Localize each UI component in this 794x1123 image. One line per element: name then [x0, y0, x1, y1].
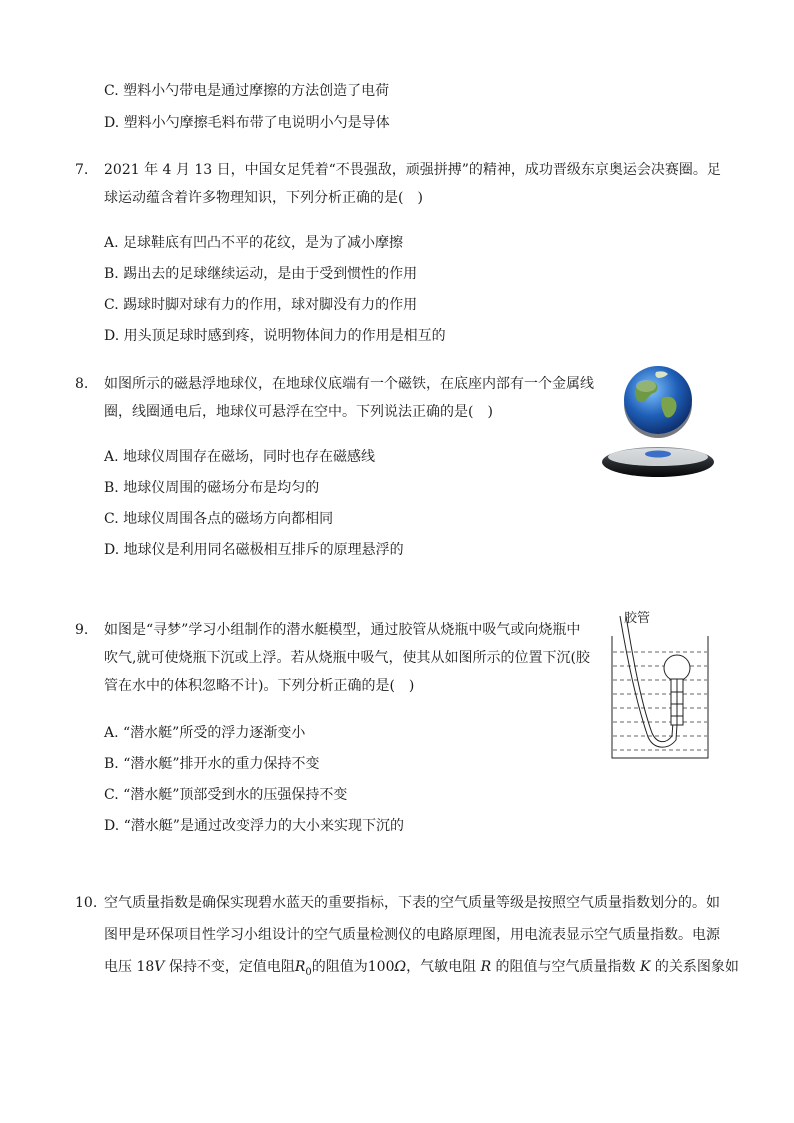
q10-l3-a: 电压 18 — [104, 959, 155, 975]
q10-symbol-r: R — [480, 959, 492, 975]
q9-number: 9. — [75, 622, 89, 638]
maglev-globe-figure — [600, 362, 720, 480]
q10-unit-volt: V — [154, 959, 165, 975]
q7-stem-line2: 球运动蕴含着许多物理知识，下列分析正确的是( ) — [104, 190, 423, 206]
flask — [664, 655, 690, 725]
q6-option-c: C. 塑料小勺带电是通过摩擦的方法创造了电荷 — [104, 83, 390, 99]
q7-stem-line1: 2021 年 4 月 13 日，中国女足凭着“不畏强敌，顽强拼搏”的精神，成功晋级东京奥运会决赛圈。足 — [104, 162, 721, 178]
q8-stem-line1: 如图所示的磁悬浮地球仪，在地球仪底端有一个磁铁，在底座内部有一个金属线 — [104, 376, 594, 392]
water-level-lines — [613, 652, 707, 750]
tube-label: 胶管 — [624, 611, 651, 626]
q8-option-c: C. 地球仪周围各点的磁场方向都相同 — [104, 511, 334, 527]
q9-option-a: A. “潜水艇”所受的浮力逐渐变小 — [104, 725, 306, 741]
water-tank — [612, 636, 708, 758]
q10-l3-e: 的阻值与空气质量指数 — [491, 959, 641, 975]
q7-option-b: B. 踢出去的足球继续运动，是由于受到惯性的作用 — [104, 266, 418, 282]
q8-number: 8. — [75, 376, 89, 392]
q10-symbol-k: K — [640, 959, 651, 975]
q10-l3-d: ，气敏电阻 — [406, 959, 481, 975]
maglev-base — [602, 447, 714, 477]
q8-option-b: B. 地球仪周围的磁场分布是均匀的 — [104, 480, 320, 496]
q10-l3-f: 的关系图象如 — [650, 959, 739, 975]
q8-option-a: A. 地球仪周围存在磁场，同时也存在磁感线 — [104, 449, 376, 465]
q9-option-b: B. “潜水艇”排开水的重力保持不变 — [104, 756, 320, 772]
q10-l3-c: 的阻值为100 — [311, 959, 395, 975]
q10-unit-ohm: Ω — [394, 959, 407, 975]
q9-stem-line2: 吹气,就可使烧瓶下沉或上浮。若从烧瓶中吸气，使其从如图所示的位置下沉(胶 — [104, 650, 590, 666]
q10-number: 10. — [75, 895, 98, 911]
q10-stem-line2: 图甲是环保项目性学习小组设计的空气质量检测仪的电路原理图，用电流表显示空气质量指数。电源 — [104, 927, 720, 943]
submarine-model-figure — [606, 612, 712, 762]
q8-stem-line2: 圈，线圈通电后，地球仪可悬浮在空中。下列说法正确的是( ) — [104, 404, 493, 420]
q8-option-d: D. 地球仪是利用同名磁极相互排斥的原理悬浮的 — [104, 542, 404, 558]
q7-option-c: C. 踢球时脚对球有力的作用，球对脚没有力的作用 — [104, 297, 418, 313]
globe-sphere — [624, 366, 692, 434]
q10-stem-line1: 空气质量指数是确保实现碧水蓝天的重要指标，下表的空气质量等级是按照空气质量指数划分的。如 — [104, 895, 720, 911]
q10-symbol-r0: R — [294, 959, 306, 975]
rubber-tube — [620, 616, 679, 747]
q7-option-a: A. 足球鞋底有凹凸不平的花纹，是为了减小摩擦 — [104, 235, 404, 251]
q10-stem-line3 — [104, 957, 739, 983]
q10-l3-b: 保持不变，定值电阻 — [164, 959, 295, 975]
q9-option-d: D. “潜水艇”是通过改变浮力的大小来实现下沉的 — [104, 818, 404, 834]
q9-stem-line1: 如图是“寻梦”学习小组制作的潜水艇模型，通过胶管从烧瓶中吸气或向烧瓶中 — [104, 622, 581, 638]
q7-number: 7. — [75, 162, 89, 178]
q6-option-d: D. 塑料小勺摩擦毛料布带了电说明小勺是导体 — [104, 115, 390, 131]
q7-option-d: D. 用头顶足球时感到疼，说明物体间力的作用是相互的 — [104, 328, 446, 344]
q10-symbol-r0-sub: 0 — [305, 966, 312, 978]
q9-option-c: C. “潜水艇”顶部受到水的压强保持不变 — [104, 787, 348, 803]
q9-stem-line3: 管在水中的体积忽略不计)。下列分析正确的是( ) — [104, 678, 415, 694]
